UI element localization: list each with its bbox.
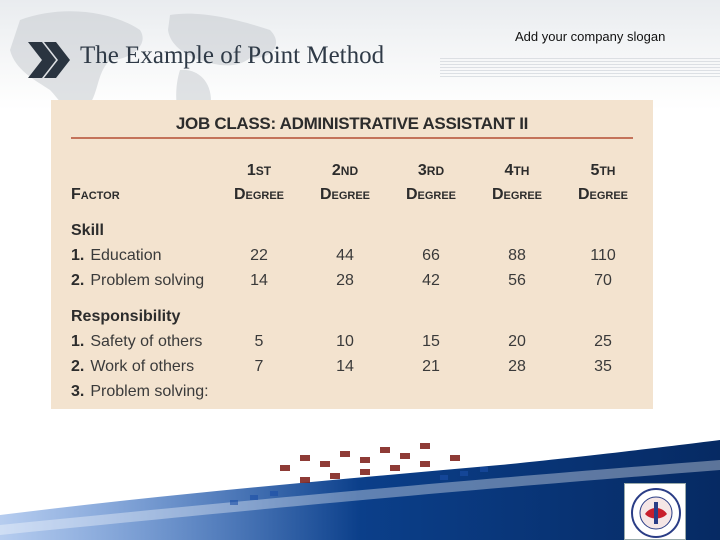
table-cell: 70 xyxy=(594,272,612,289)
row-number: 2. xyxy=(71,358,85,375)
table-cell: 15 xyxy=(422,333,440,350)
table-row-label xyxy=(71,333,202,351)
bottom-wave-decoration xyxy=(0,425,720,540)
table-cell: 35 xyxy=(594,358,612,375)
degree-header-3 xyxy=(401,159,461,206)
table-cell: 66 xyxy=(422,247,440,264)
slide-title: The Example of Point Method xyxy=(80,42,385,69)
table-cell: 21 xyxy=(422,358,440,375)
table-cell: 88 xyxy=(508,247,526,264)
row-number: 3. xyxy=(71,383,85,400)
degree-header-4 xyxy=(487,159,547,206)
table-cell: 5 xyxy=(254,333,264,350)
degree-number: 5 xyxy=(590,162,600,179)
table-cell: 28 xyxy=(508,358,526,375)
row-factor-name: Problem solving xyxy=(90,272,205,289)
header-rule xyxy=(440,58,720,78)
degree-suffix: RD xyxy=(426,164,445,178)
table-row-label xyxy=(71,358,194,376)
degree-suffix: ST xyxy=(255,164,272,178)
table-row-label xyxy=(71,247,162,265)
table-cell: 25 xyxy=(594,333,612,350)
degree-number: 1 xyxy=(246,162,256,179)
table-row-label xyxy=(71,272,204,290)
table-cell: 22 xyxy=(250,247,268,264)
point-method-table xyxy=(51,100,653,409)
factor-header-label: Factor xyxy=(71,186,120,203)
table-cell: 44 xyxy=(336,247,354,264)
degree-word: Degree xyxy=(405,186,457,203)
table-cell: 42 xyxy=(422,272,440,289)
degree-word: Degree xyxy=(577,186,629,203)
table-cell: 56 xyxy=(508,272,526,289)
degree-number: 4 xyxy=(504,162,514,179)
row-factor-name: Safety of others xyxy=(90,333,203,350)
section-heading: Skill xyxy=(71,222,104,239)
degree-word: Degree xyxy=(491,186,543,203)
degree-header-1 xyxy=(229,159,289,206)
table-title: JOB CLASS: ADMINISTRATIVE ASSISTANT II xyxy=(175,114,529,133)
degree-header-2 xyxy=(315,159,375,206)
section-heading: Responsibility xyxy=(71,308,181,325)
table-cell: 14 xyxy=(336,358,354,375)
factor-header xyxy=(71,186,120,204)
degree-word: Degree xyxy=(319,186,371,203)
table-title-rule xyxy=(71,137,633,139)
degree-number: 3 xyxy=(417,162,427,179)
university-seal-logo xyxy=(624,483,686,540)
table-cell: 28 xyxy=(336,272,354,289)
degree-suffix: ND xyxy=(340,164,359,178)
row-number: 2. xyxy=(71,272,85,289)
row-factor-name: Education xyxy=(90,247,162,264)
table-cell: 7 xyxy=(254,358,264,375)
degree-number: 2 xyxy=(331,162,341,179)
row-factor-name: Work of others xyxy=(90,358,195,375)
row-factor-name: Problem solving: xyxy=(90,383,209,400)
table-cell: 14 xyxy=(250,272,268,289)
degree-word: Degree xyxy=(233,186,285,203)
table-cell: 110 xyxy=(590,247,616,264)
degree-header-5 xyxy=(573,159,633,206)
table-cell: 10 xyxy=(336,333,354,350)
row-number: 1. xyxy=(71,247,85,264)
table-cell: 20 xyxy=(508,333,526,350)
company-slogan: Add your company slogan xyxy=(515,29,666,44)
table-row-label xyxy=(71,383,209,401)
row-number: 1. xyxy=(71,333,85,350)
chevron-icon xyxy=(24,36,72,84)
degree-suffix: TH xyxy=(599,164,616,178)
degree-suffix: TH xyxy=(513,164,530,178)
